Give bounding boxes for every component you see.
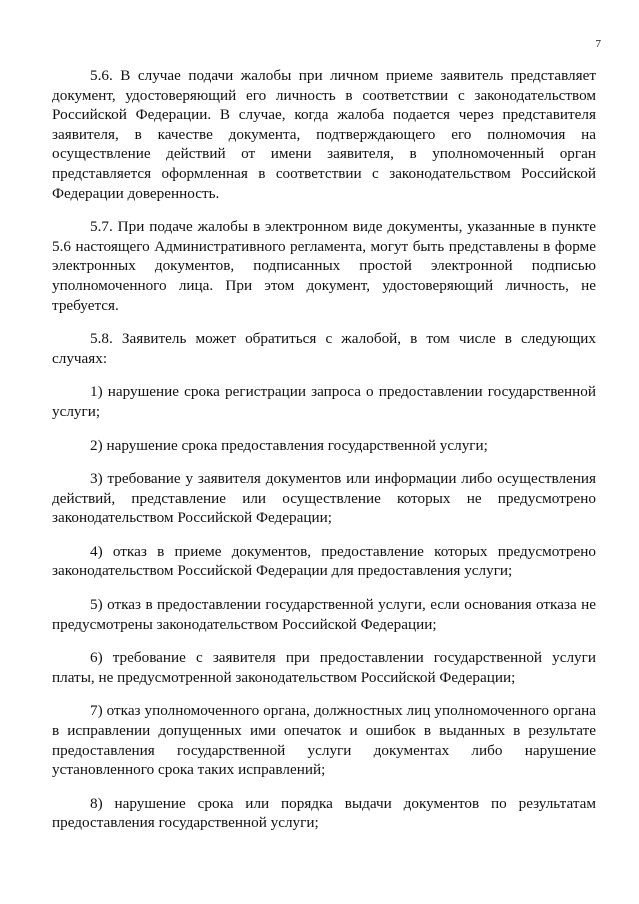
list-item-1: 1) нарушение срока регистрации запроса о предоставлении государственной услуги; bbox=[52, 383, 596, 420]
paragraph-5-7: 5.7. При подаче жалобы в электронном виде документы, указанные в пункте 5.6 настоящего Административного регламента, могут быть представлены в форме электронных документов, подписанных простой электронной подписью уполномоченного лица. При этом документ, удостоверяющий личность, не требуется. bbox=[52, 218, 596, 314]
paragraph-5-6: 5.6. В случае подачи жалобы при личном приеме заявитель представляет документ, удостоверяющий его личность в соответствии с законодательством Российской Федерации. В случае, когда жалоба подается через представителя заявителя, в качестве документа, подтверждающего его полномочия на осуществление действий от имени заявителя, в уполномоченный орган представляется оформленная в соответствии с законодательством Российской Федерации доверенность. bbox=[52, 67, 596, 202]
list-item-5: 5) отказ в предоставлении государственной услуги, если основания отказа не предусмотрены законодательством Российской Федерации; bbox=[52, 596, 596, 633]
document-body bbox=[52, 66, 596, 847]
paragraph-5-8: 5.8. Заявитель может обратиться с жалобой, в том числе в следующих случаях: bbox=[52, 330, 596, 367]
list-item-3: 3) требование у заявителя документов или информации либо осуществления действий, представление или осуществление которых не предусмотрено законодательством Российской Федерации; bbox=[52, 470, 596, 527]
list-item-6: 6) требование с заявителя при предоставлении государственной услуги платы, не предусмотренной законодательством Российской Федерации; bbox=[52, 649, 596, 686]
list-item-8: 8) нарушение срока или порядка выдачи документов по результатам предоставления государственной услуги; bbox=[52, 794, 596, 832]
page-number: 7 bbox=[595, 38, 601, 50]
list-item-7: 7) отказ уполномоченного органа, должностных лиц уполномоченного органа в исправлении допущенных ими опечаток и ошибок в выданных в результате предоставления государственной услуги документах либо нарушение установленного срока таких исправлений; bbox=[52, 702, 596, 779]
list-item-4: 4) отказ в приеме документов, предоставление которых предусмотрено законодательством Российской Федерации для предоставления услуги; bbox=[52, 542, 596, 580]
list-item-2: 2) нарушение срока предоставления государственной услуги; bbox=[90, 436, 488, 454]
